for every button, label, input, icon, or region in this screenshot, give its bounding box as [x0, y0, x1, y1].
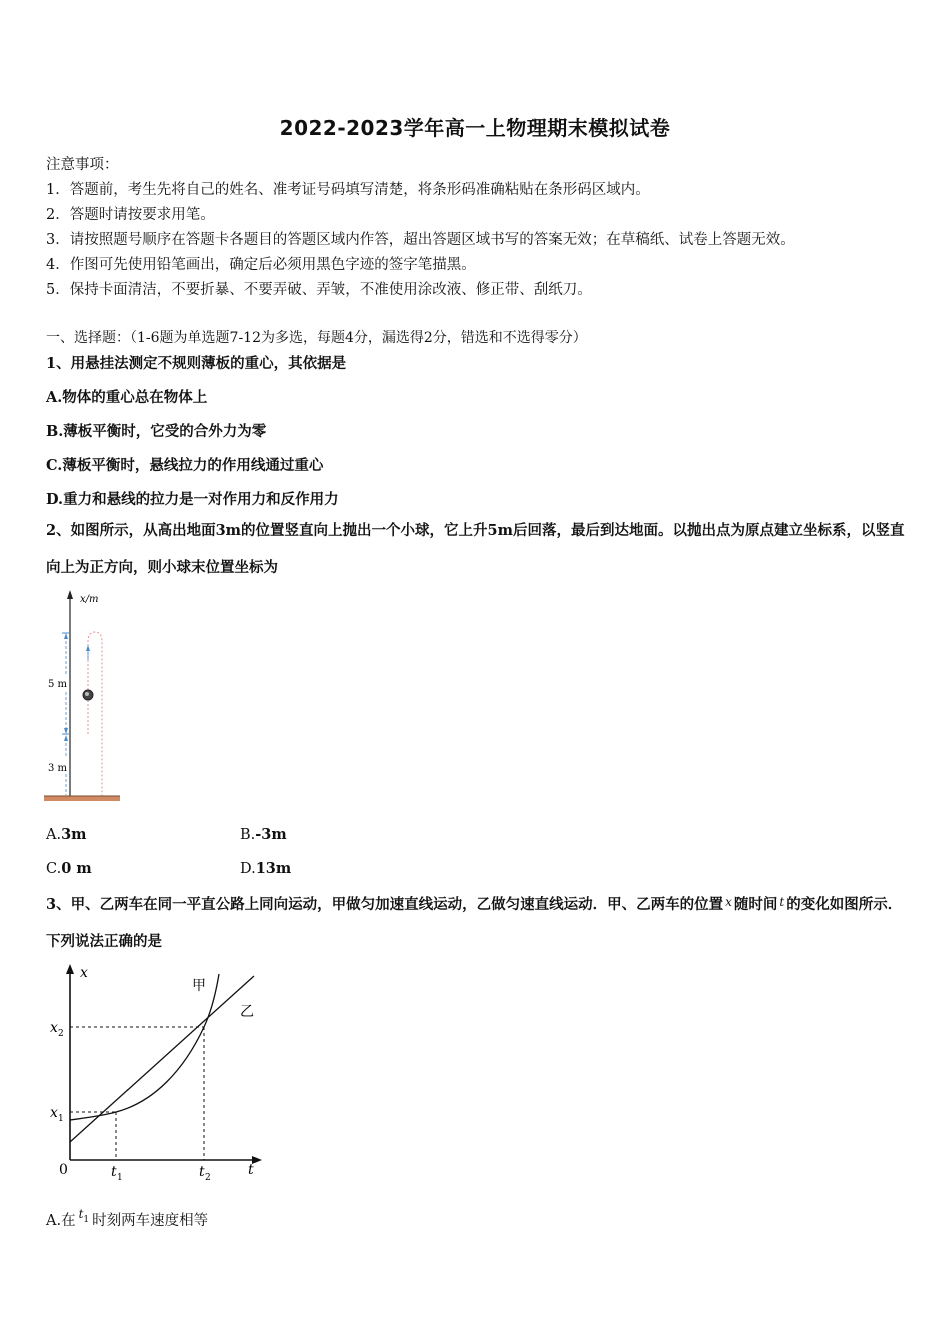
var-t: t — [78, 1207, 84, 1221]
axis-arrow — [67, 590, 73, 599]
notice-item: 3．请按照题号顺序在答题卡各题目的答题区域内作答，超出答题区域书写的答案无效；在草稿纸、试卷上答题无效。 — [46, 232, 795, 248]
line-yi — [70, 976, 254, 1142]
up-arrow-head — [86, 645, 90, 651]
section-heading: 一、选择题：（1-6题为单选题7-12为多选，每题4分，漏选得2分，错选和不选得零分） — [46, 330, 587, 346]
label-x1: x — [50, 1105, 58, 1121]
var-t: t — [779, 895, 785, 909]
page-title: 2022-2023学年高一上物理期末模拟试卷 — [279, 116, 671, 140]
label-yi: 乙 — [240, 1004, 254, 1020]
axis-label: x/m — [80, 594, 99, 605]
var-sub: 1 — [83, 1215, 90, 1225]
y-axis-arrow — [66, 964, 74, 974]
trajectory-path — [88, 632, 102, 796]
q1-option-d: D.重力和悬线的拉力是一对作用力和反作用力 — [46, 491, 339, 508]
notice-item: 1．答题前，考生先将自己的姓名、准考证号码填写清楚，将条形码准确粘贴在条形码区域内。 — [46, 182, 650, 198]
q1-stem: 1、用悬挂法测定不规则薄板的重心，其依据是 — [46, 355, 347, 372]
dim-arrow — [64, 728, 68, 734]
q2-stem: 2、如图所示，从高出地面3m的位置竖直向上抛出一个小球，它上升5m后回落，最后到达地面。以抛出点为原点建立坐标系，以竖直向上为正方向，则小球末位置坐标为 — [46, 522, 905, 576]
option-key: A. — [46, 827, 62, 843]
label-t2-sub: 2 — [205, 1173, 211, 1182]
ground — [44, 796, 120, 801]
q3-option-a — [46, 1209, 208, 1230]
y-axis-label: x — [80, 965, 88, 981]
label-t1-sub: 1 — [117, 1173, 123, 1182]
option-text: 时刻两车速度相等 — [92, 1213, 209, 1229]
q1-option-c: C.薄板平衡时，悬线拉力的作用线通过重心 — [46, 457, 324, 474]
notice-item: 5．保持卡面清洁，不要折暴、不要弄破、弄皱，不准使用涂改液、修正带、刮纸刀。 — [46, 282, 592, 298]
q3-stem-part: 随时间 — [733, 896, 778, 913]
option-value: -3m — [255, 826, 287, 843]
dim-arrow — [64, 633, 68, 639]
q1-option-a: A.物体的重心总在物体上 — [46, 389, 208, 406]
label-x2-sub: 2 — [58, 1029, 64, 1039]
label-5m: 5 m — [48, 679, 68, 690]
label-x1-sub: 1 — [58, 1114, 64, 1124]
label-jia: 甲 — [192, 978, 206, 994]
label-x2: x — [50, 1020, 58, 1036]
q3-stem-part: 的变化如图所示．下列说法正确的是 — [46, 896, 903, 950]
origin-label: 0 — [59, 1162, 68, 1178]
notice-item: 4．作图可先使用铅笔画出，确定后必须用黑色字迹的签字笔描黑。 — [46, 257, 476, 273]
label-t1: t — [111, 1164, 117, 1180]
q3-stem — [46, 884, 914, 960]
q1-option-b: B.薄板平衡时，它受的合外力为零 — [46, 423, 267, 440]
option-key: B. — [240, 827, 256, 843]
option-key: D. — [240, 861, 256, 877]
option-value: 13m — [255, 860, 292, 877]
notice-heading: 注意事项： — [46, 157, 119, 173]
notice-item: 2．答题时请按要求用笔。 — [46, 207, 215, 223]
x-axis-label: t — [248, 1162, 254, 1178]
label-3m: 3 m — [48, 763, 68, 774]
q2-option-c — [46, 860, 92, 877]
q2-option-b — [240, 826, 287, 843]
q3-figure — [44, 960, 270, 1182]
option-key: C. — [46, 861, 62, 877]
dim-arrow — [64, 735, 68, 741]
q2-option-d — [240, 860, 291, 877]
var-x: x — [725, 895, 732, 909]
option-value: 0 m — [61, 860, 92, 877]
q3-stem-part: 3、甲、乙两车在同一平直公路上同向运动，甲做匀加速直线运动，乙做匀速直线运动．甲、乙两车的位置 — [46, 896, 724, 913]
option-value: 3m — [61, 826, 87, 843]
label-t2: t — [199, 1164, 205, 1180]
curve-jia — [70, 974, 219, 1120]
option-text: A.在 — [46, 1213, 76, 1229]
q2-figure — [40, 586, 130, 808]
ball-highlight — [85, 692, 89, 696]
q2-option-a — [46, 826, 87, 843]
